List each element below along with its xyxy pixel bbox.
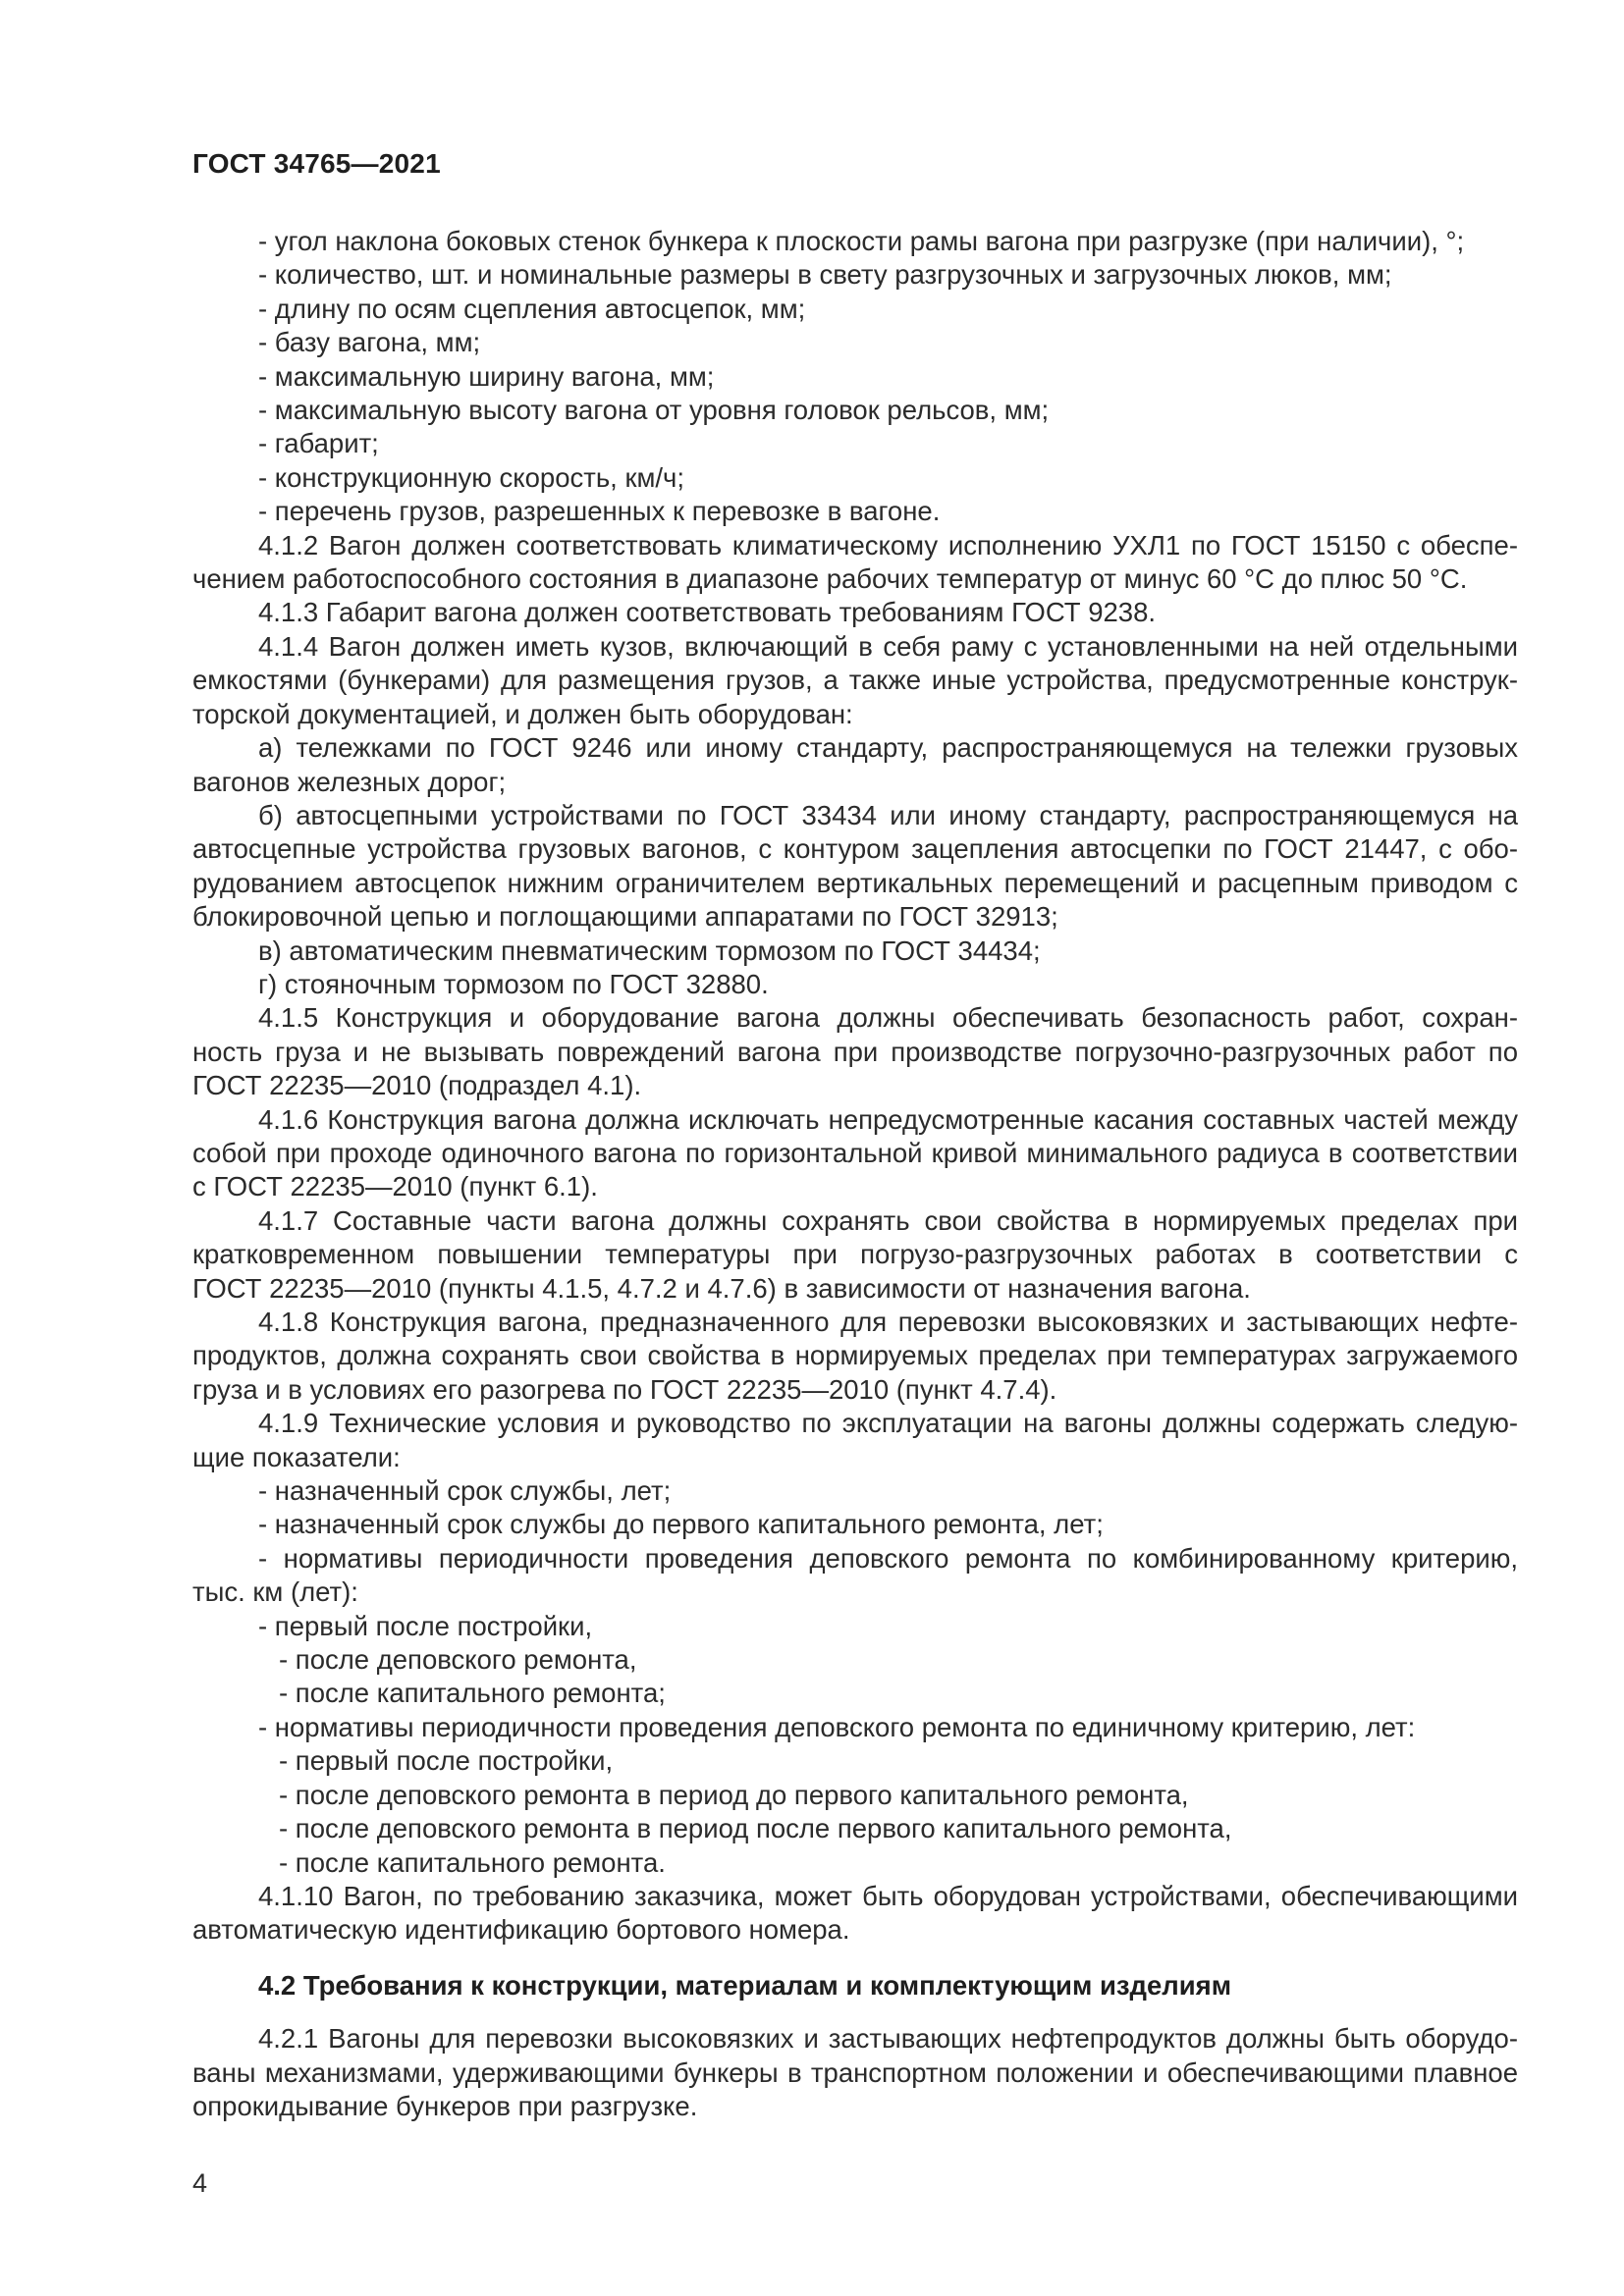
clause-4-1-9-line: 4.1.9 Технические условия и руководство по эксплуатации на вагоны должны содержать следую- (258, 1408, 1518, 1439)
item-g: г) стояночным тормозом по ГОСТ 32880. (258, 968, 769, 999)
item-b-line: блокировочной цепью и поглощающими аппаратами по ГОСТ 32913; (192, 901, 1058, 933)
sub-list-item: - после деповского ремонта в период до первого капитального ремонта, (279, 1779, 1189, 1810)
sub-list-item: - после капитального ремонта; (279, 1678, 666, 1709)
list-item-continuation: тыс. км (лет): (192, 1576, 358, 1608)
clause-4-2-1-line: опрокидывание бункеров при разгрузке. (192, 2090, 698, 2121)
clause-4-2-1-line: 4.2.1 Вагоны для перевозки высоковязких и застывающих нефтепродуктов должны быть оборудо- (258, 2023, 1518, 2055)
item-a-line: а) тележками по ГОСТ 9246 или иному стандарту, распространяющемуся на тележки грузовых (258, 732, 1518, 764)
clause-4-1-7-line: кратковременном повышении температуры при погрузо-разгрузочных работах в соответствии с (192, 1239, 1518, 1270)
list-item: - назначенный срок службы, лет; (258, 1475, 672, 1507)
item-b-line: рудованием автосцепок нижним ограничителем вертикальных перемещений и расцепным приводом с (192, 867, 1518, 898)
list-item: - нормативы периодичности проведения деповского ремонта по единичному критерию, лет: (258, 1711, 1416, 1742)
list-item: - конструкционную скорость, км/ч; (258, 461, 684, 493)
clause-4-1-8-line: груза и в условиях его разогрева по ГОСТ 22235—2010 (пункт 4.7.4). (192, 1373, 1057, 1405)
sub-list-item: - первый после постройки, (279, 1745, 614, 1777)
page-number: 4 (192, 2168, 208, 2198)
sub-list-item: - после деповского ремонта в период после первого капитального ремонта, (279, 1813, 1232, 1844)
clause-4-1-6-line: 4.1.6 Конструкция вагона должна исключать непредусмотренные касания составных частей между (258, 1103, 1518, 1135)
list-item: - назначенный срок службы до первого капитального ремонта, лет; (258, 1509, 1104, 1540)
list-item: - количество, шт. и номинальные размеры в свету разгрузочных и загрузочных люков, мм; (258, 259, 1392, 291)
clause-4-1-5-line: 4.1.5 Конструкция и оборудование вагона должны обеспечивать безопасность работ, сохран- (258, 1002, 1518, 1034)
clause-4-1-8-line: продуктов, должна сохранять свои свойства в нормируемых пределах при температурах загружаемого (192, 1340, 1518, 1371)
list-item: - максимальную ширину вагона, мм; (258, 360, 715, 392)
clause-4-1-7-line: 4.1.7 Составные части вагона должны сохранять свои свойства в нормируемых пределах при (258, 1204, 1518, 1236)
list-item: - перечень грузов, разрешенных к перевозке в вагоне. (258, 496, 941, 527)
clause-4-1-4-line: торской документацией, и должен быть оборудован: (192, 698, 853, 729)
clause-4-1-5-line: ность груза и не вызывать повреждений вагона при производстве погрузочно-разгрузочных работ по (192, 1036, 1518, 1067)
clause-4-2-1-line: ваны механизмами, удерживающими бункеры в транспортном положении и обеспечивающими плавное (192, 2056, 1518, 2088)
clause-4-1-4-line: 4.1.4 Вагон должен иметь кузов, включающий в себя раму с установленными на ней отдельными (258, 630, 1518, 662)
clause-4-1-7-line: ГОСТ 22235—2010 (пункты 4.1.5, 4.7.2 и 4.7.6) в зависимости от назначения вагона. (192, 1272, 1251, 1304)
list-item: - длину по осям сцепления автосцепок, мм; (258, 293, 806, 324)
clause-4-1-3: 4.1.3 Габарит вагона должен соответствовать требованиям ГОСТ 9238. (258, 597, 1157, 628)
sub-list-item: - после деповского ремонта, (279, 1644, 637, 1676)
item-b-line: автосцепные устройства грузовых вагонов, с контуром зацепления автосцепки по ГОСТ 21447, с обо- (192, 833, 1518, 865)
clause-4-1-2-line: чением работоспособного состояния в диапазоне рабочих температур от минус 60 °С до плюс 50 °С. (192, 563, 1468, 595)
clause-4-1-6-line: собой при проходе одиночного вагона по горизонтальной кривой минимального радиуса в соответствии (192, 1137, 1518, 1168)
clause-4-1-5-line: ГОСТ 22235—2010 (подраздел 4.1). (192, 1070, 642, 1101)
document-body (192, 225, 1518, 2123)
section-heading: 4.2 Требования к конструкции, материалам и комплектующим изделиям (258, 1969, 1232, 2001)
list-item: - угол наклона боковых стенок бункера к плоскости рамы вагона при разгрузке (при наличии), °; (258, 226, 1465, 256)
list-item: - базу вагона, мм; (258, 327, 481, 358)
clause-4-1-2-line: 4.1.2 Вагон должен соответствовать климатическому исполнению УХЛ1 по ГОСТ 15150 с обеспе- (258, 529, 1518, 561)
clause-4-1-10-line: автоматическую идентификацию бортового номера. (192, 1914, 850, 1946)
list-item: - габарит; (258, 428, 379, 459)
document-header: ГОСТ 34765—2021 (192, 148, 441, 179)
list-item: - максимальную высоту вагона от уровня головок рельсов, мм; (258, 395, 1050, 426)
sub-list-item: - после капитального ремонта. (279, 1846, 666, 1878)
list-item: - нормативы периодичности проведения деповского ремонта по комбинированному критерию, (258, 1542, 1518, 1574)
clause-4-1-9-line: щие показатели: (192, 1441, 401, 1472)
item-v: в) автоматическим пневматическим тормозом по ГОСТ 34434; (258, 934, 1041, 966)
list-item: - первый после постройки, (258, 1610, 593, 1641)
clause-4-1-10-line: 4.1.10 Вагон, по требованию заказчика, может быть оборудован устройствами, обеспечивающими (258, 1880, 1518, 1911)
clause-4-1-4-line: емкостями (бункерами) для размещения грузов, а также иные устройства, предусмотренные конструк- (192, 665, 1518, 696)
clause-4-1-6-line: с ГОСТ 22235—2010 (пункт 6.1). (192, 1171, 598, 1202)
item-b-line: б) автосцепными устройствами по ГОСТ 33434 или иному стандарту, распространяющемуся на (258, 799, 1518, 830)
item-a-line: вагонов железных дорог; (192, 766, 507, 797)
clause-4-1-8-line: 4.1.8 Конструкция вагона, предназначенного для перевозки высоковязких и застывающих нефте- (258, 1307, 1518, 1337)
